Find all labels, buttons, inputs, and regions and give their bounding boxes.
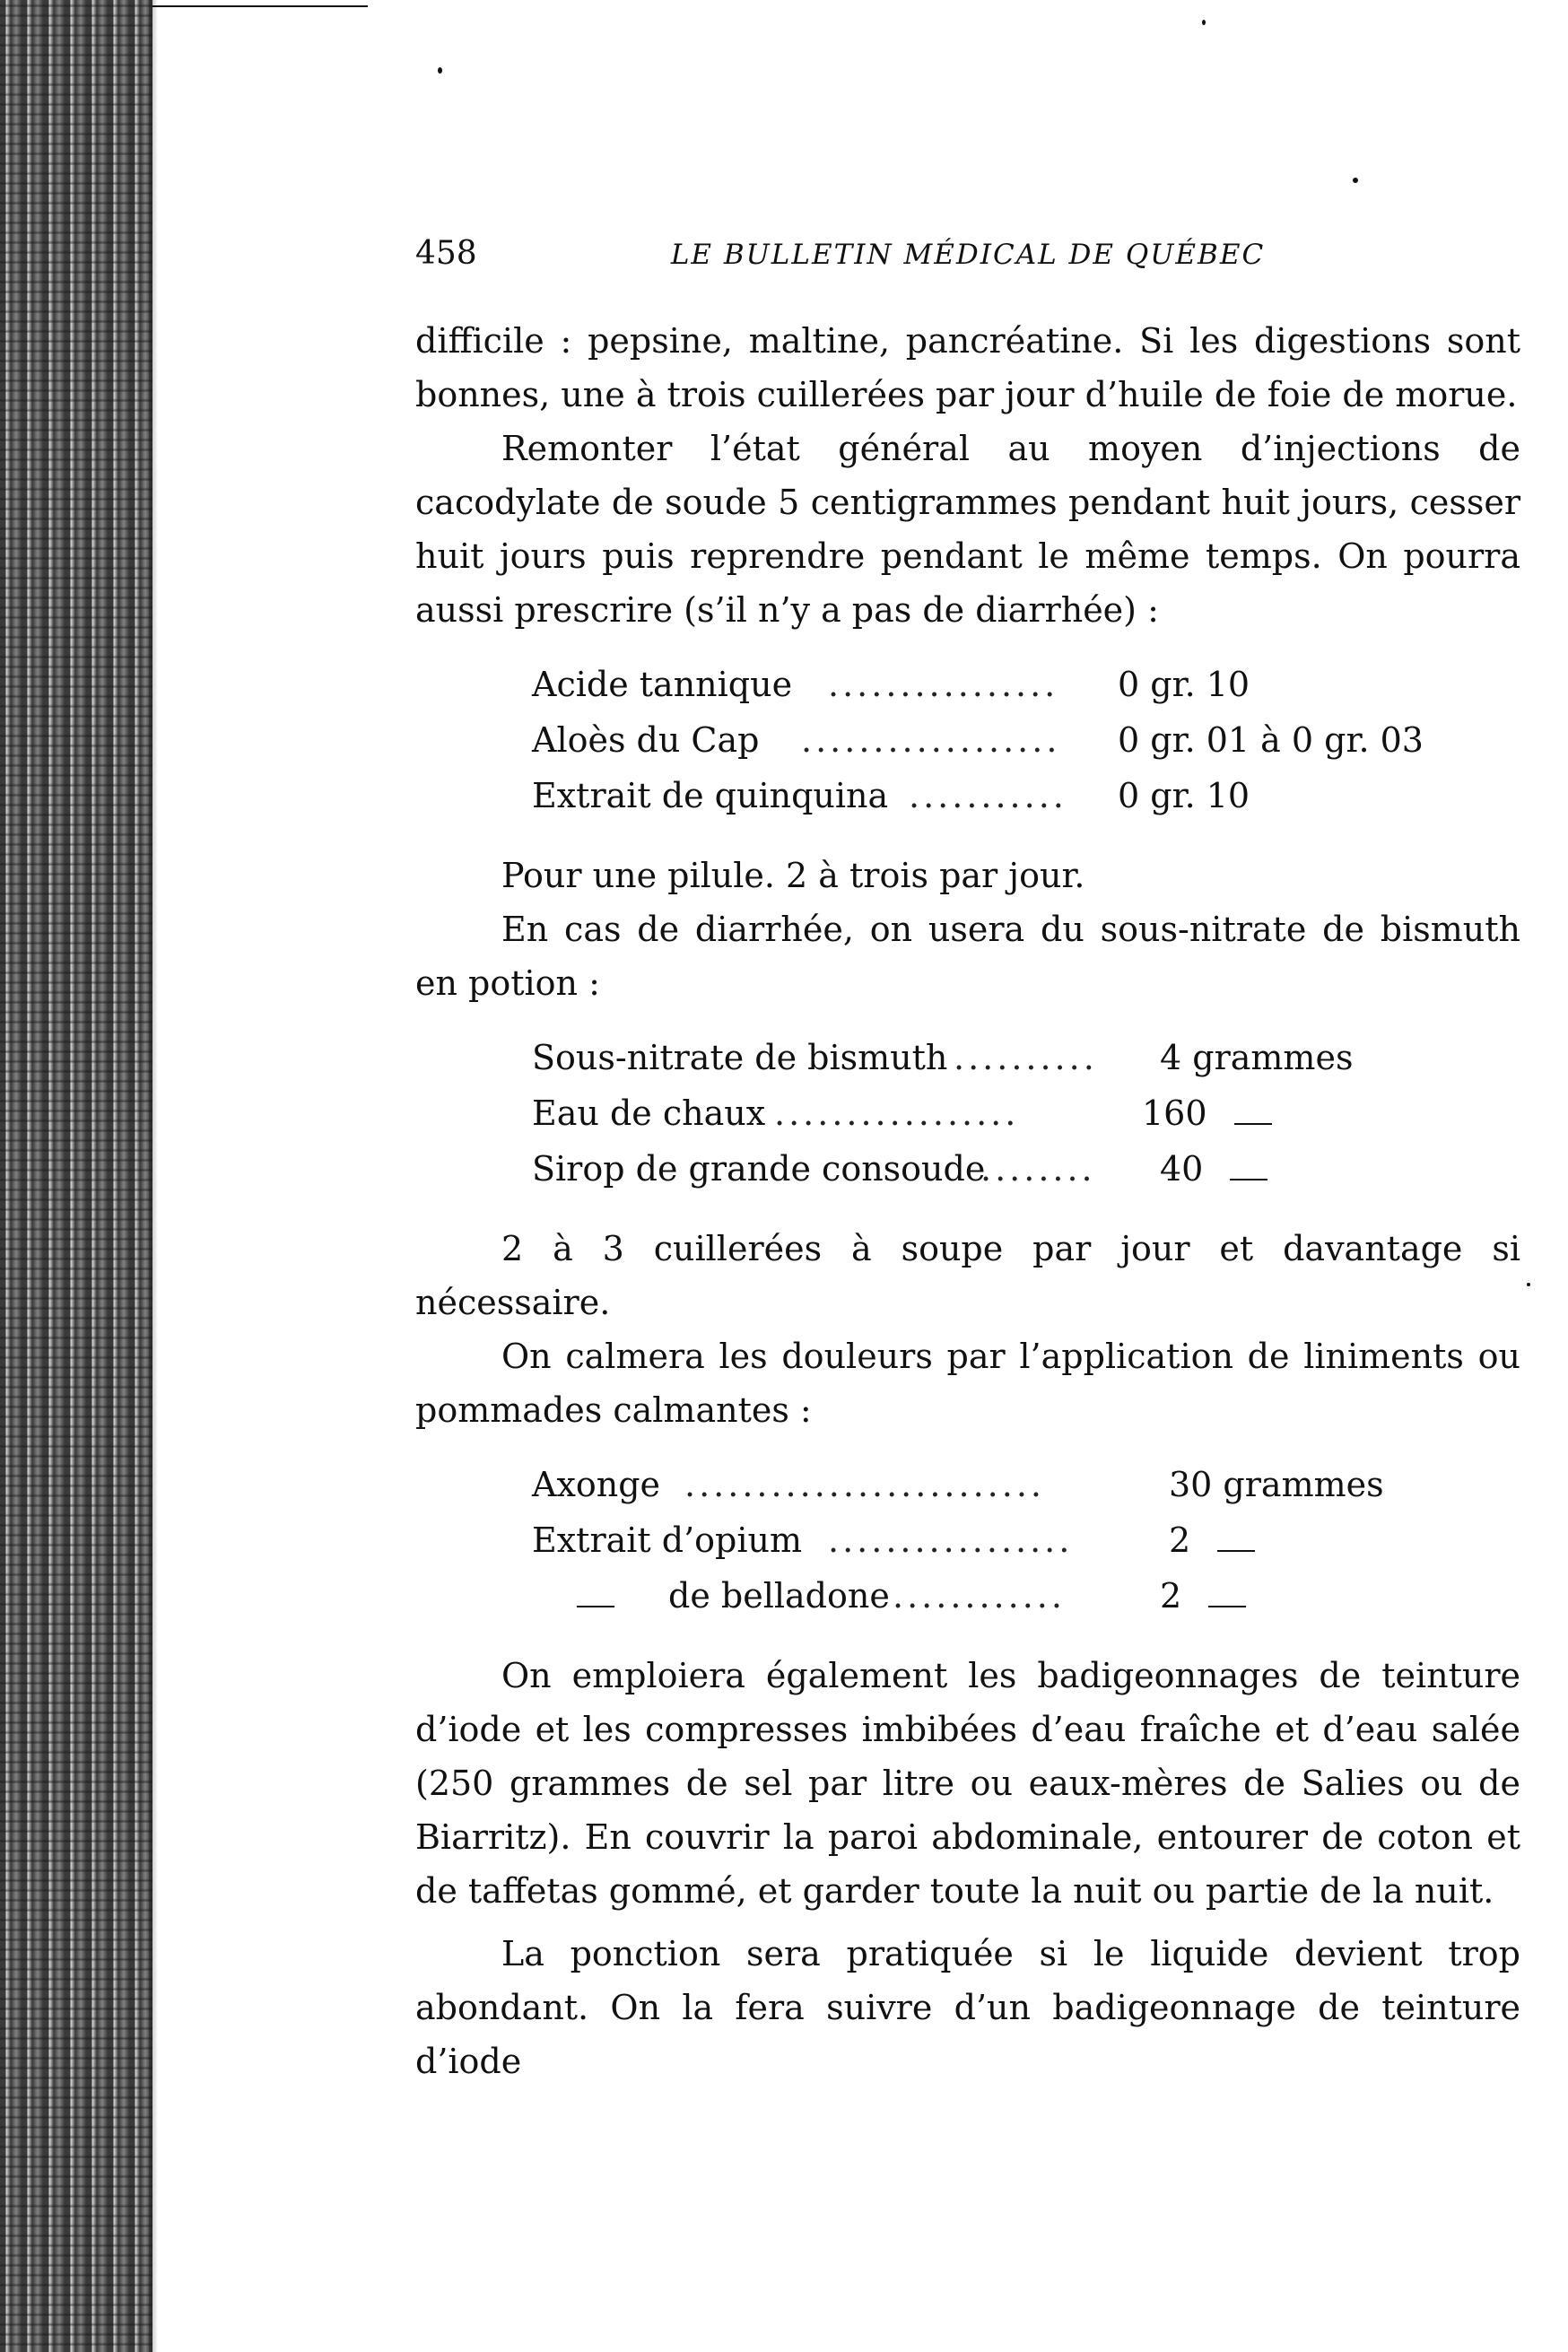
prescription-line <box>532 1141 1520 1197</box>
ditto-dash <box>577 1606 614 1607</box>
ingredient-quantity: 0 gr. 10 <box>1118 665 1250 704</box>
ingredient-quantity: 160 <box>1142 1093 1207 1133</box>
ingredient-quantity: 40 <box>1160 1149 1204 1189</box>
scan-speck <box>1202 20 1206 25</box>
book-binding-edge <box>0 0 152 2352</box>
ingredient-name: Acide tannique <box>532 665 793 704</box>
paragraph: Pour une pilule. 2 à trois par jour. <box>501 856 1085 895</box>
page-header <box>415 235 1520 298</box>
running-title: LE BULLETIN MÉDICAL DE QUÉBEC <box>670 239 1266 271</box>
prescription-line <box>532 1457 1520 1512</box>
ingredient-name: Sous-nitrate de bismuth <box>532 1038 948 1077</box>
paragraph: La ponction sera pratiquée si le liquide devient trop abondant. On la fera suivre d’un badigeonnage de teinture d’iode <box>415 1934 1520 2081</box>
ingredient-quantity: 0 gr. 10 <box>1118 776 1250 815</box>
prescription-line <box>532 1512 1520 1568</box>
ingredient-quantity: 4 grammes <box>1160 1038 1354 1077</box>
paragraph: On emploiera également les badigeonnages de teinture d’iode et les compresses imbibées d’eau fraîche et d’eau salée (250 grammes de sel par litre ou eaux-mères de Salies ou de Biarritz). En couvrir la paroi abdominale, entourer de coton et de taffetas gommé, et garder toute la nuit ou partie de la nuit. <box>415 1656 1520 1911</box>
prescription-line <box>532 1568 1520 1624</box>
leader-dots: .................. <box>801 720 1061 760</box>
ingredient-name: de belladone <box>668 1576 890 1616</box>
prescription-line <box>532 657 1520 712</box>
ingredient-name: Aloès du Cap <box>532 720 760 760</box>
ointment-prescription <box>532 1457 1520 1624</box>
ditto-dash <box>1234 1123 1272 1125</box>
scan-speck <box>438 67 442 74</box>
ditto-dash <box>1208 1606 1246 1607</box>
scan-speck <box>1527 1283 1530 1286</box>
paragraph: difficile : pepsine, maltine, pancréatine. Si les digestions sont bonnes, une à trois cuillerées par jour d’huile de foie de morue. <box>415 321 1520 414</box>
paragraph: 2 à 3 cuillerées à soupe par jour et davantage si nécessaire. <box>415 1229 1520 1322</box>
ingredient-quantity: 30 grammes <box>1169 1465 1384 1504</box>
prescription-line <box>532 1030 1520 1085</box>
leader-dots: ................ <box>828 665 1059 704</box>
ditto-dash <box>1230 1179 1267 1180</box>
prescription-line <box>532 712 1520 768</box>
ingredient-name: Extrait de quinquina <box>532 776 889 815</box>
leader-dots: ............ <box>893 1576 1066 1616</box>
ingredient-name: Eau de chaux <box>532 1093 766 1133</box>
leader-dots: ........... <box>909 776 1067 815</box>
leader-dots: .......... <box>954 1038 1098 1077</box>
leader-dots: ................. <box>774 1093 1020 1133</box>
potion-prescription <box>532 1030 1520 1197</box>
scan-speck <box>1353 178 1358 183</box>
pill-prescription <box>532 657 1520 823</box>
leader-dots: ......................... <box>684 1465 1045 1504</box>
ditto-dash <box>1217 1550 1255 1552</box>
scan-border-line <box>152 5 368 7</box>
leader-dots: ................. <box>828 1520 1074 1560</box>
paragraph: Remonter l’état général au moyen d’injections de cacodylate de soude 5 centigrammes pendant huit jours, cesser huit jours puis reprendre pendant le même temps. On pourra aussi prescrire (s’il n’y a pas de diarrhée) : <box>415 429 1520 630</box>
ingredient-name: Extrait d’opium <box>532 1520 803 1560</box>
ingredient-quantity: 2 <box>1160 1576 1182 1616</box>
prescription-line <box>532 1085 1520 1141</box>
page-content <box>415 235 1520 2088</box>
ingredient-name: Axonge <box>532 1465 661 1504</box>
leader-dots: ........ <box>980 1149 1096 1189</box>
paragraph: En cas de diarrhée, on usera du sous-nitrate de bismuth en potion : <box>415 910 1520 1003</box>
page-number: 458 <box>415 235 477 272</box>
paragraph: On calmera les douleurs par l’application de liniments ou pommades calmantes : <box>415 1337 1520 1430</box>
prescription-line <box>532 768 1520 823</box>
ingredient-name: Sirop de grande consoude <box>532 1149 986 1189</box>
ingredient-quantity: 2 <box>1169 1520 1191 1560</box>
ingredient-quantity: 0 gr. 01 à 0 gr. 03 <box>1118 720 1424 760</box>
